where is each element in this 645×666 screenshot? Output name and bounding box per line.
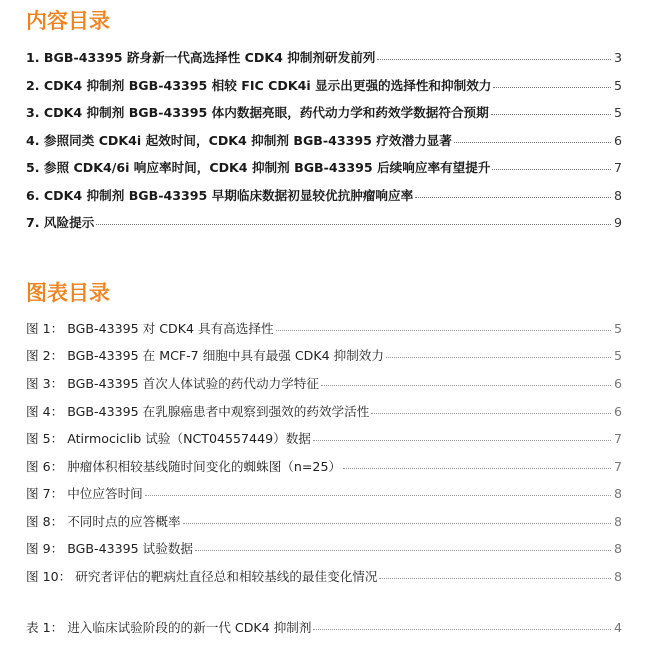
- figure-entry[interactable]: [26, 566, 622, 586]
- figure-entry[interactable]: [26, 456, 622, 476]
- toc-entry-text: 1. BGB-43395 跻身新一代高选择性 CDK4 抑制剂研发前列: [26, 50, 376, 65]
- figure-entry[interactable]: [26, 345, 622, 365]
- toc-title: 内容目录: [26, 9, 110, 33]
- figure-entry-page: 6: [613, 376, 622, 391]
- leader-dots: [454, 142, 611, 143]
- toc-entry[interactable]: [26, 185, 622, 205]
- figure-entry[interactable]: [26, 511, 622, 531]
- figure-entry[interactable]: [26, 373, 622, 393]
- leader-dots: [371, 413, 611, 414]
- leader-dots: [321, 385, 611, 386]
- figure-entry-page: 7: [613, 431, 622, 446]
- figure-entry-text: 图 4： BGB-43395 在乳腺癌患者中观察到强效的药效学活性: [26, 404, 370, 419]
- toc-entry-page: 7: [613, 160, 622, 175]
- figure-entry[interactable]: [26, 318, 622, 338]
- table-entry[interactable]: [26, 617, 622, 637]
- toc-entry-text: 4. 参照同类 CDK4i 起效时间，CDK4 抑制剂 BGB-43395 疗效潜力显著: [26, 133, 452, 148]
- figure-entry-page: 5: [613, 348, 622, 363]
- leader-dots: [195, 550, 611, 551]
- table-entry-text: 表 1： 进入临床试验阶段的的新一代 CDK4 抑制剂: [26, 620, 312, 635]
- figure-entry-page: 5: [613, 321, 622, 336]
- figure-entry-page: 8: [613, 569, 622, 584]
- toc-entry-text: 5. 参照 CDK4/6i 响应率时间，CDK4 抑制剂 BGB-43395 后续响应率有望提升: [26, 160, 491, 175]
- figure-entry[interactable]: [26, 483, 622, 503]
- leader-dots: [313, 440, 611, 441]
- toc-entry-text: 7. 风险提示: [26, 215, 95, 230]
- toc-entry-text: 3. CDK4 抑制剂 BGB-43395 体内数据亮眼，药代动力学和药效学数据符合预期: [26, 105, 489, 120]
- leader-dots: [183, 523, 611, 524]
- toc-entry-page: 3: [613, 50, 622, 65]
- toc-entry-page: 5: [613, 105, 622, 120]
- leader-dots: [379, 578, 611, 579]
- figure-entry-text: 图 8： 不同时点的应答概率: [26, 514, 181, 529]
- figure-entry-text: 图 6： 肿瘤体积相较基线随时间变化的蜘蛛图（n=25）: [26, 459, 342, 474]
- toc-entry-page: 5: [613, 78, 622, 93]
- figure-entry-text: 图 7： 中位应答时间: [26, 486, 143, 501]
- toc-entry[interactable]: [26, 130, 622, 150]
- figure-entry-text: 图 2： BGB-43395 在 MCF-7 细胞中具有最强 CDK4 抑制效力: [26, 348, 384, 363]
- leader-dots: [386, 357, 611, 358]
- figure-entry[interactable]: [26, 428, 622, 448]
- leader-dots: [377, 59, 611, 60]
- figure-entry-page: 6: [613, 404, 622, 419]
- figure-entry-page: 8: [613, 486, 622, 501]
- toc-entry-page: 8: [613, 188, 622, 203]
- leader-dots: [145, 495, 611, 496]
- figure-entry-text: 图 9： BGB-43395 试验数据: [26, 541, 194, 556]
- leader-dots: [343, 468, 611, 469]
- leader-dots: [96, 224, 611, 225]
- leader-dots: [493, 87, 611, 88]
- table-entry-page: 4: [613, 620, 622, 635]
- leader-dots: [415, 197, 611, 198]
- figure-entry-text: 图 1： BGB-43395 对 CDK4 具有高选择性: [26, 321, 274, 336]
- figure-entry-page: 8: [613, 541, 622, 556]
- toc-entry-page: 6: [613, 133, 622, 148]
- leader-dots: [313, 629, 611, 630]
- figure-entry-page: 8: [613, 514, 622, 529]
- toc-entry[interactable]: [26, 102, 622, 122]
- toc-entry-text: 2. CDK4 抑制剂 BGB-43395 相较 FIC CDK4i 显示出更强的选择性和抑制效力: [26, 78, 492, 93]
- figure-entry-text: 图 3： BGB-43395 首次人体试验的药代动力学特征: [26, 376, 319, 391]
- figure-entry-text: 图 5： Atirmociclib 试验（NCT04557449）数据: [26, 431, 311, 446]
- toc-entry[interactable]: [26, 157, 622, 177]
- leader-dots: [492, 169, 611, 170]
- figures-title: 图表目录: [26, 281, 110, 305]
- toc-entry[interactable]: [26, 47, 622, 67]
- toc-entry[interactable]: [26, 75, 622, 95]
- toc-entry-page: 9: [613, 215, 622, 230]
- figure-entry-text: 图 10： 研究者评估的靶病灶直径总和相较基线的最佳变化情况: [26, 569, 378, 584]
- figure-entry[interactable]: [26, 401, 622, 421]
- leader-dots: [491, 114, 611, 115]
- leader-dots: [276, 330, 611, 331]
- figure-entry[interactable]: [26, 538, 622, 558]
- figure-entry-page: 7: [613, 459, 622, 474]
- toc-entry[interactable]: [26, 212, 622, 232]
- toc-entry-text: 6. CDK4 抑制剂 BGB-43395 早期临床数据初显较优抗肿瘤响应率: [26, 188, 414, 203]
